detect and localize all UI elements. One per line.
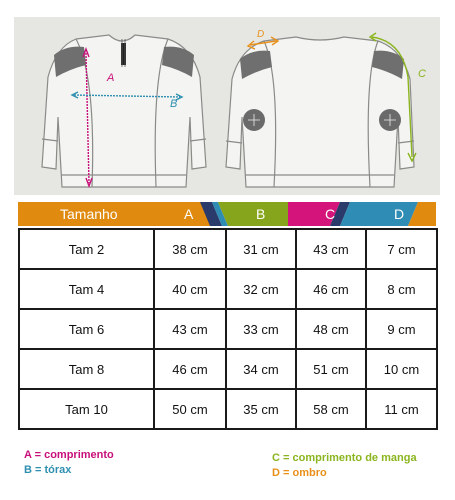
table-header-bar [18, 202, 436, 226]
table-row [19, 349, 437, 389]
value-cell-c: 43 cm [296, 229, 366, 269]
legend-d: D = ombro [272, 467, 327, 479]
value-cell-a: 50 cm [154, 389, 226, 429]
size-cell: Tam 10 [19, 389, 154, 429]
garment-illustration [14, 17, 440, 195]
value-cell-d: 8 cm [366, 269, 437, 309]
value-cell-a: 40 cm [154, 269, 226, 309]
legend-a: A = comprimento [24, 449, 114, 461]
table-row [19, 269, 437, 309]
value-cell-d: 11 cm [366, 389, 437, 429]
value-cell-a: 46 cm [154, 349, 226, 389]
header-col-d: D [394, 206, 405, 222]
label-a-on-drawing: A [107, 72, 115, 84]
value-cell-a: 38 cm [154, 229, 226, 269]
value-cell-c: 58 cm [296, 389, 366, 429]
size-cell: Tam 6 [19, 309, 154, 349]
value-cell-b: 35 cm [226, 389, 296, 429]
size-cell: Tam 4 [19, 269, 154, 309]
table-row [19, 229, 437, 269]
legend-c: C = comprimento de manga [272, 452, 417, 464]
value-cell-d: 7 cm [366, 229, 437, 269]
header-col-b: B [256, 206, 266, 222]
header-col-a: A [184, 206, 194, 222]
size-cell: Tam 2 [19, 229, 154, 269]
value-cell-b: 34 cm [226, 349, 296, 389]
value-cell-a: 43 cm [154, 309, 226, 349]
value-cell-c: 48 cm [296, 309, 366, 349]
value-cell-b: 31 cm [226, 229, 296, 269]
size-cell: Tam 8 [19, 349, 154, 389]
table-row [19, 309, 437, 349]
label-d-on-drawing: D [257, 29, 265, 40]
value-cell-d: 9 cm [366, 309, 437, 349]
size-table [18, 228, 438, 430]
label-b-on-drawing: B [170, 98, 178, 110]
legend-b: B = tórax [24, 464, 72, 476]
label-c-on-drawing: C [418, 68, 426, 80]
garment-drawing [14, 17, 440, 195]
table-row [19, 389, 437, 429]
header-size-label: Tamanho [60, 206, 118, 222]
value-cell-b: 32 cm [226, 269, 296, 309]
value-cell-b: 33 cm [226, 309, 296, 349]
value-cell-c: 46 cm [296, 269, 366, 309]
value-cell-d: 10 cm [366, 349, 437, 389]
value-cell-c: 51 cm [296, 349, 366, 389]
header-col-c: C [325, 206, 336, 222]
